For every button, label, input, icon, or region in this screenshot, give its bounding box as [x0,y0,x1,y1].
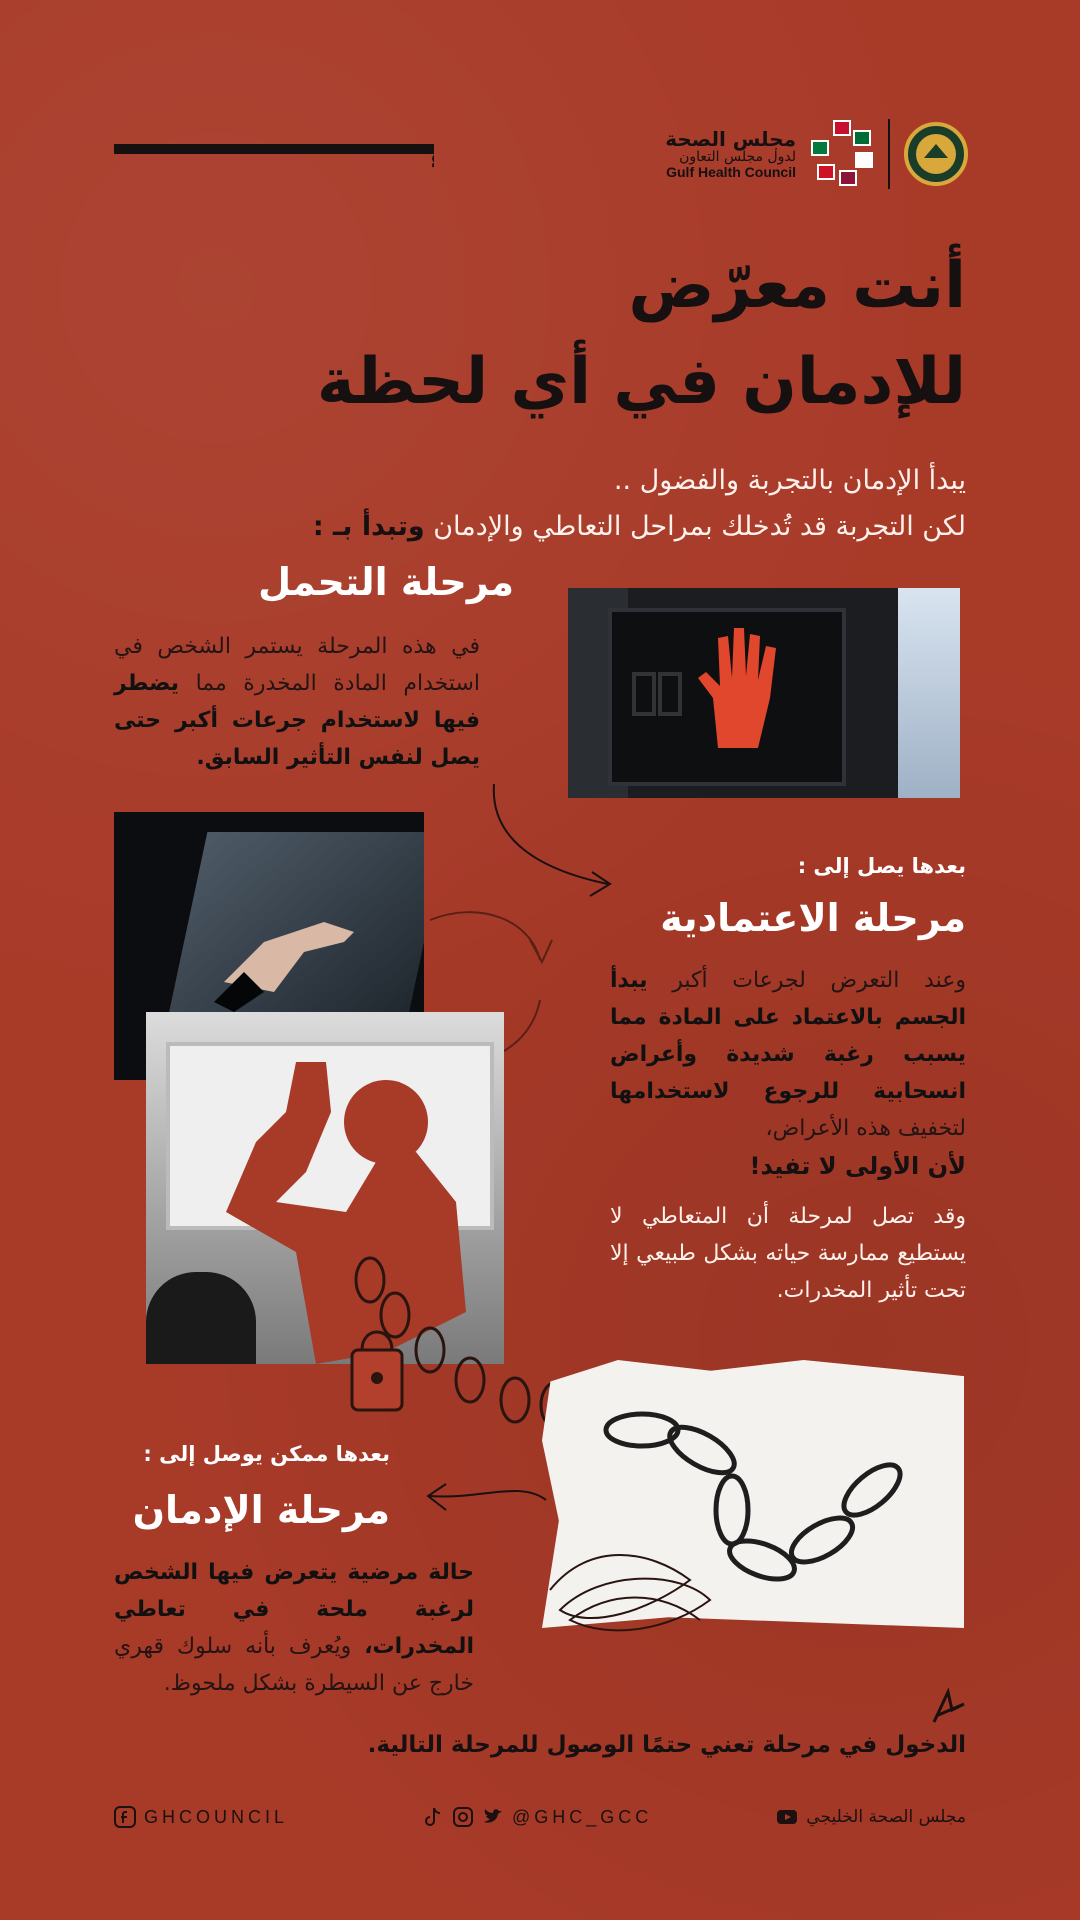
facebook-icon [114,1806,136,1828]
stage3-text: حالة مرضية يتعرض فيها الشخص لرغبة ملحة في تعاطي المخدرات، ويُعرف بأنه سلوك قهري خارج عن السيطرة بشكل ملحوظ. [114,1560,474,1696]
scribble-icon [530,1520,740,1650]
twitter-icon [482,1806,504,1828]
youtube-icon [776,1806,798,1828]
footer-facebook[interactable]: GHCOUNCIL [114,1806,288,1828]
traffic-light-photo [568,588,960,798]
star-scribble-icon [928,1688,968,1728]
stage2-title: مرحلة الاعتمادية [660,896,966,940]
stage2-highlight: لأن الأولى لا تفيد! [749,1152,966,1180]
left-arrow-icon [420,1470,550,1530]
page-title: أنت معرّض للإدمان في أي لحظة [316,249,966,419]
council-name: مجلس الصحة لدول مجلس التعاون Gulf Health Council [665,126,796,180]
instagram-icon [452,1806,474,1828]
stage2-text2: وقد تصل لمرحلة أن المتعاطي لا يستطيع ممارسة حياته بشكل طبيعي إلا تحت تأثير المخدرات. [610,1204,966,1303]
logo-divider [888,119,890,189]
chain-lock-icon [340,1240,570,1440]
stage2-lead: بعدها يصل إلى : [797,854,966,878]
hand-icon [688,618,798,758]
hand-shadow-icon [204,872,364,1012]
footer-youtube[interactable]: مجلس الصحة الخليجي [776,1806,966,1828]
digit-display [628,668,688,728]
campaign-wordmark [114,130,434,180]
wordmark-text [430,141,434,176]
council-logo [665,114,968,194]
flags-ring-icon [810,119,874,189]
tiktok-icon [422,1806,444,1828]
gcc-emblem-icon [904,122,968,186]
stage1-text: في هذه المرحلة يستمر الشخص في استخدام المادة المخدرة مما يضطر فيها لاستخدام جرعات أكبر حتى يصل لنفس التأثير السابق. [114,634,480,770]
footer-social[interactable]: @GHC_GCC [422,1806,652,1828]
intro-text: يبدأ الإدمان بالتجربة والفضول .. لكن التجربة قد تُدخلك بمراحل التعاطي والإدمان وتبدأ بـ : [312,465,966,542]
stage1-title: مرحلة التحمل [258,560,514,604]
conclusion-text: الدخول في مرحلة تعني حتمًا الوصول للمرحلة التالية. [367,1732,966,1758]
stage3-lead: بعدها ممكن يوصل إلى : [143,1442,390,1466]
stage3-title: مرحلة الإدمان [132,1488,390,1532]
stage2-text: وعند التعرض لجرعات أكبر يبدأ الجسم بالاعتماد على المادة مما يسبب رغبة شديدة وأعراض انسحابية للرجوع لاستخدامها لتخفيف هذه الأعراض، [610,968,966,1141]
